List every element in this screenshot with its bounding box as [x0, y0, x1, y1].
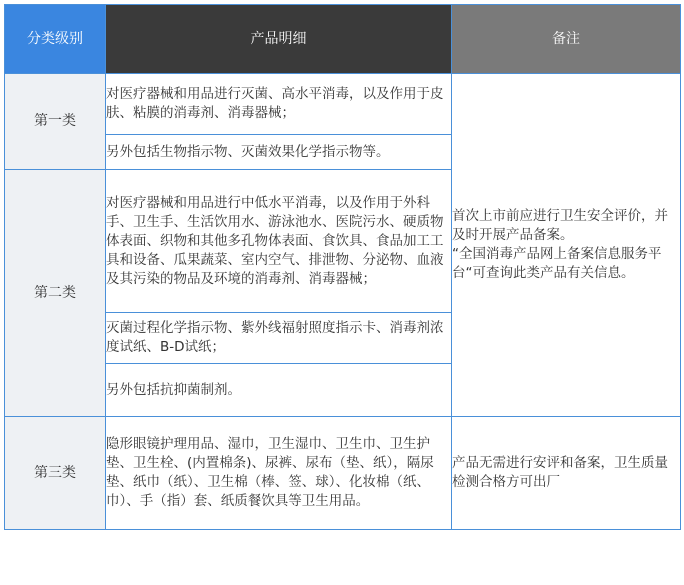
note-text: 首次上市前应进行卫生安全评价，并及时开展产品备案。: [452, 208, 668, 243]
detail-cell: 另外包括抗抑菌制剂。: [106, 364, 452, 417]
detail-cell: 隐形眼镜护理用品、湿巾，卫生湿巾、卫生巾、卫生护垫、卫生栓、(内置棉条)、尿裤、尿布（垫、纸），隔尿垫、纸巾（纸）、卫生棉（棒、签、球）、化妆棉（纸、巾）、手（指）套、纸质餐饮具等卫生用品。: [106, 417, 452, 530]
table-row: [5, 417, 681, 530]
note-cell-class1-2: [452, 74, 681, 417]
header-category: 分类级别: [5, 5, 106, 74]
header-detail: 产品明细: [106, 5, 452, 74]
category-cell-class3: 第三类: [5, 417, 106, 530]
classification-table: [4, 4, 681, 530]
category-cell-class2: 第二类: [5, 170, 106, 417]
table-row: [5, 74, 681, 135]
detail-cell: 另外包括生物指示物、灭菌效果化学指示物等。: [106, 135, 452, 170]
category-cell-class1: 第一类: [5, 74, 106, 170]
detail-cell: 对医疗器械和用品进行灭菌、高水平消毒，以及作用于皮肤、粘膜的消毒剂、消毒器械；: [106, 74, 452, 135]
header-note: 备注: [452, 5, 681, 74]
note-text: “全国消毒产品网上备案信息服务平台“可查询此类产品有关信息。: [452, 246, 662, 281]
note-cell-class3: 产品无需进行安评和备案，卫生质量检测合格方可出厂: [452, 417, 681, 530]
detail-cell: 灭菌过程化学指示物、紫外线福射照度指示卡、消毒剂浓度试纸、B-D试纸；: [106, 313, 452, 364]
detail-cell: 对医疗器械和用品进行中低水平消毒，以及作用于外科手、卫生手、生活饮用水、游泳池水、医院污水、硬质物体表面、织物和其他多孔物体表面、食饮具、食品加工工具和设备、瓜果蔬菜、室内空气、排泄物、分泌物、血液及其污染的物品及环境的消毒剂、消毒器械；: [106, 170, 452, 313]
header-row: [5, 5, 681, 74]
